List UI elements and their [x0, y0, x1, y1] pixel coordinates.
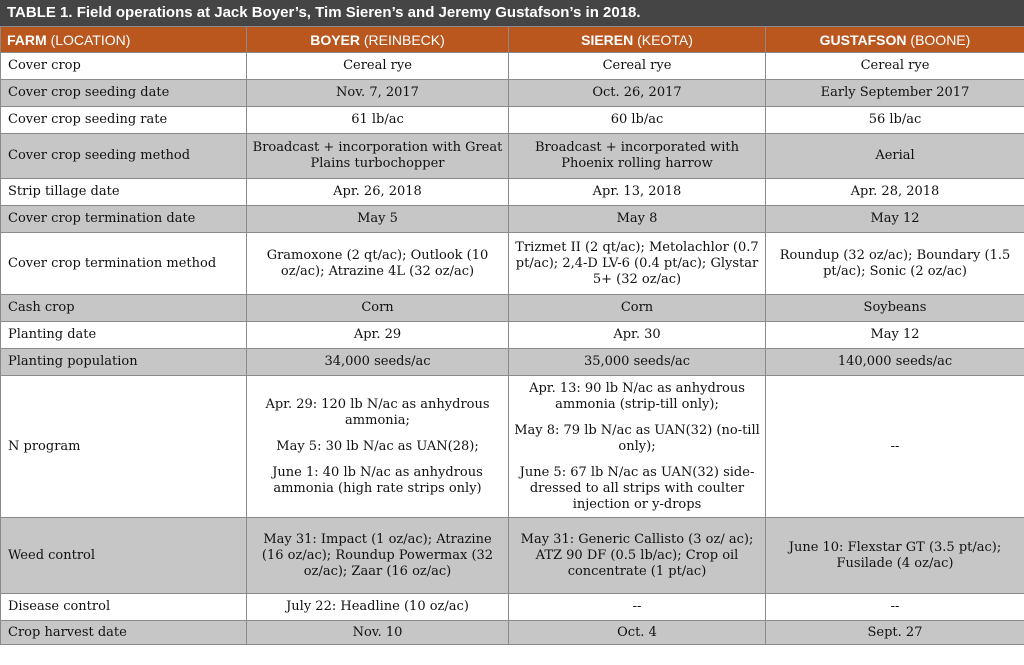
cell-boyer: [247, 206, 509, 233]
header-boyer: BOYER (REINBECK): [247, 27, 509, 53]
cell-boyer: [247, 322, 509, 349]
cell-text: May 12: [870, 211, 920, 226]
field-operations-table: [0, 26, 1024, 645]
row-label: Cover crop seeding rate: [1, 107, 247, 134]
cell-text: Early September 2017: [820, 85, 970, 100]
cell-gustafson: [766, 295, 1024, 322]
cell-sieren: [509, 295, 766, 322]
cell-text: 56 lb/ac: [868, 112, 922, 127]
cell-text: Broadcast + incorporated with Phoenix rolling harrow: [535, 140, 739, 171]
header-sieren: SIEREN (KEOTA): [509, 27, 766, 53]
cell-text: Apr. 13: 90 lb N/ac as anhydrous ammonia (strip-till only);: [529, 380, 745, 412]
cell-text: Aerial: [875, 148, 915, 163]
cell-text: Apr. 29: [353, 327, 402, 342]
row-label: Cover crop seeding date: [1, 80, 247, 107]
cell-boyer: [247, 179, 509, 206]
table-row: [1, 206, 1024, 233]
cell-text: Corn: [361, 300, 394, 315]
cell-text: May 12: [870, 327, 920, 342]
table-title: TABLE 1. Field operations at Jack Boyer’s, Tim Sieren’s and Jeremy Gustafson’s in 2018.: [0, 0, 1024, 26]
cell-text: 35,000 seeds/ac: [583, 354, 691, 369]
cell-boyer: [247, 53, 509, 80]
table-row: [1, 518, 1024, 594]
cell-text: 61 lb/ac: [351, 112, 404, 127]
header-gustafson: GUSTAFSON (BOONE): [766, 27, 1024, 53]
cell-text: 140,000 seeds/ac: [837, 354, 953, 369]
cell-text: Broadcast + incorporation with Great Plains turbochopper: [252, 140, 503, 171]
table-row: [1, 53, 1024, 80]
row-label: Cash crop: [1, 295, 247, 322]
cell-text: Apr. 13, 2018: [592, 184, 682, 199]
cell-sieren: [509, 376, 766, 518]
cell-text: Apr. 30: [613, 327, 661, 342]
row-label: Cover crop seeding method: [1, 134, 247, 179]
cell-boyer: [247, 107, 509, 134]
row-label: Crop harvest date: [1, 621, 247, 645]
cell-gustafson: [766, 518, 1024, 594]
cell-text: Soybeans: [863, 300, 927, 315]
cell-sieren: [509, 107, 766, 134]
cell-boyer: [247, 295, 509, 322]
cell-boyer: [247, 376, 509, 518]
cell-text: Apr. 28, 2018: [850, 184, 940, 199]
cell-gustafson: [766, 349, 1024, 376]
cell-text: June 5: 67 lb N/ac as UAN(32) side-dressed to all strips with coulter injection or y-drops: [519, 464, 755, 512]
cell-sieren: [509, 206, 766, 233]
cell-text: Nov. 7, 2017: [336, 85, 419, 100]
cell-sieren: [509, 322, 766, 349]
table-row: [1, 376, 1024, 518]
cell-text: Roundup (32 oz/ac); Boundary (1.5 pt/ac); Sonic (2 oz/ac): [779, 247, 1011, 279]
cell-text: Cereal rye: [860, 58, 930, 73]
cell-gustafson: [766, 53, 1024, 80]
cell-sieren: [509, 621, 766, 645]
cell-gustafson: [766, 206, 1024, 233]
cell-text: Corn: [620, 300, 654, 315]
cell-text: Oct. 26, 2017: [592, 85, 682, 100]
cell-boyer: [247, 518, 509, 594]
cell-sieren: [509, 349, 766, 376]
cell-boyer: [247, 233, 509, 295]
cell-text: July 22: Headline (10 oz/ac): [286, 599, 469, 614]
cell-text: Cereal rye: [602, 58, 672, 73]
row-label: Weed control: [1, 518, 247, 594]
cell-text: --: [890, 438, 900, 454]
cell-text: Apr. 26, 2018: [333, 184, 422, 199]
cell-text: --: [890, 599, 900, 614]
row-label: Strip tillage date: [1, 179, 247, 206]
cell-sieren: [509, 80, 766, 107]
cell-text: May 5: [357, 211, 398, 226]
cell-text: Trizmet II (2 qt/ac); Metolachlor (0.7 pt/ac); 2,4-D LV-6 (0.4 pt/ac); Glystar 5+ (32 oz/ac): [515, 239, 759, 287]
row-label: Disease control: [1, 594, 247, 621]
row-label: Cover crop termination method: [1, 233, 247, 295]
table-row: [1, 233, 1024, 295]
table-row: [1, 179, 1024, 206]
row-label: Planting population: [1, 349, 247, 376]
cell-gustafson: [766, 233, 1024, 295]
cell-boyer: [247, 349, 509, 376]
cell-gustafson: [766, 376, 1024, 518]
cell-text: Oct. 4: [617, 624, 657, 640]
header-farm: FARM (LOCATION): [1, 27, 247, 53]
cell-text: May 8: [616, 211, 658, 226]
cell-text: 34,000 seeds/ac: [324, 354, 431, 369]
cell-boyer: [247, 134, 509, 179]
cell-sieren: [509, 179, 766, 206]
cell-text: 60 lb/ac: [610, 112, 664, 127]
row-label: N program: [1, 376, 247, 518]
table-row: [1, 349, 1024, 376]
cell-gustafson: [766, 80, 1024, 107]
table-row: [1, 621, 1024, 645]
table-row: [1, 594, 1024, 621]
cell-text: Cereal rye: [343, 58, 412, 73]
table-row: [1, 80, 1024, 107]
cell-text: Sept. 27: [867, 624, 923, 640]
cell-text: --: [632, 599, 642, 614]
cell-sieren: [509, 53, 766, 80]
cell-gustafson: [766, 322, 1024, 349]
cell-boyer: [247, 621, 509, 645]
table-row: [1, 107, 1024, 134]
cell-text: June 1: 40 lb N/ac as anhydrous ammonia (high rate strips only): [272, 464, 483, 496]
table-row: [1, 322, 1024, 349]
cell-sieren: [509, 518, 766, 594]
row-label: Cover crop: [1, 53, 247, 80]
cell-boyer: [247, 594, 509, 621]
cell-text: May 31: Generic Callisto (3 oz/ ac); ATZ 90 DF (0.5 lb/ac); Crop oil concentrate (1 pt/ac): [520, 531, 754, 579]
table-row: [1, 134, 1024, 179]
header-row: [1, 27, 1024, 53]
cell-text: May 8: 79 lb N/ac as UAN(32) (no-till only);: [514, 422, 760, 454]
cell-text: Apr. 29: 120 lb N/ac as anhydrous ammonia;: [265, 396, 490, 428]
cell-text: Nov. 10: [352, 624, 403, 640]
cell-sieren: [509, 594, 766, 621]
cell-gustafson: [766, 179, 1024, 206]
cell-boyer: [247, 80, 509, 107]
cell-gustafson: [766, 621, 1024, 645]
cell-sieren: [509, 134, 766, 179]
cell-sieren: [509, 233, 766, 295]
cell-gustafson: [766, 107, 1024, 134]
cell-text: May 31: Impact (1 oz/ac); Atrazine (16 oz/ac); Roundup Powermax (32 oz/ac); Zaar (16 oz/ac): [261, 531, 494, 579]
row-label: Cover crop termination date: [1, 206, 247, 233]
table-row: [1, 295, 1024, 322]
cell-text: Gramoxone (2 qt/ac); Outlook (10 oz/ac); Atrazine 4L (32 oz/ac): [266, 247, 489, 279]
row-label: Planting date: [1, 322, 247, 349]
cell-text: June 10: Flexstar GT (3.5 pt/ac); Fusilade (4 oz/ac): [788, 539, 1002, 571]
cell-gustafson: [766, 594, 1024, 621]
cell-text: May 5: 30 lb N/ac as UAN(28);: [276, 438, 479, 454]
cell-gustafson: [766, 134, 1024, 179]
